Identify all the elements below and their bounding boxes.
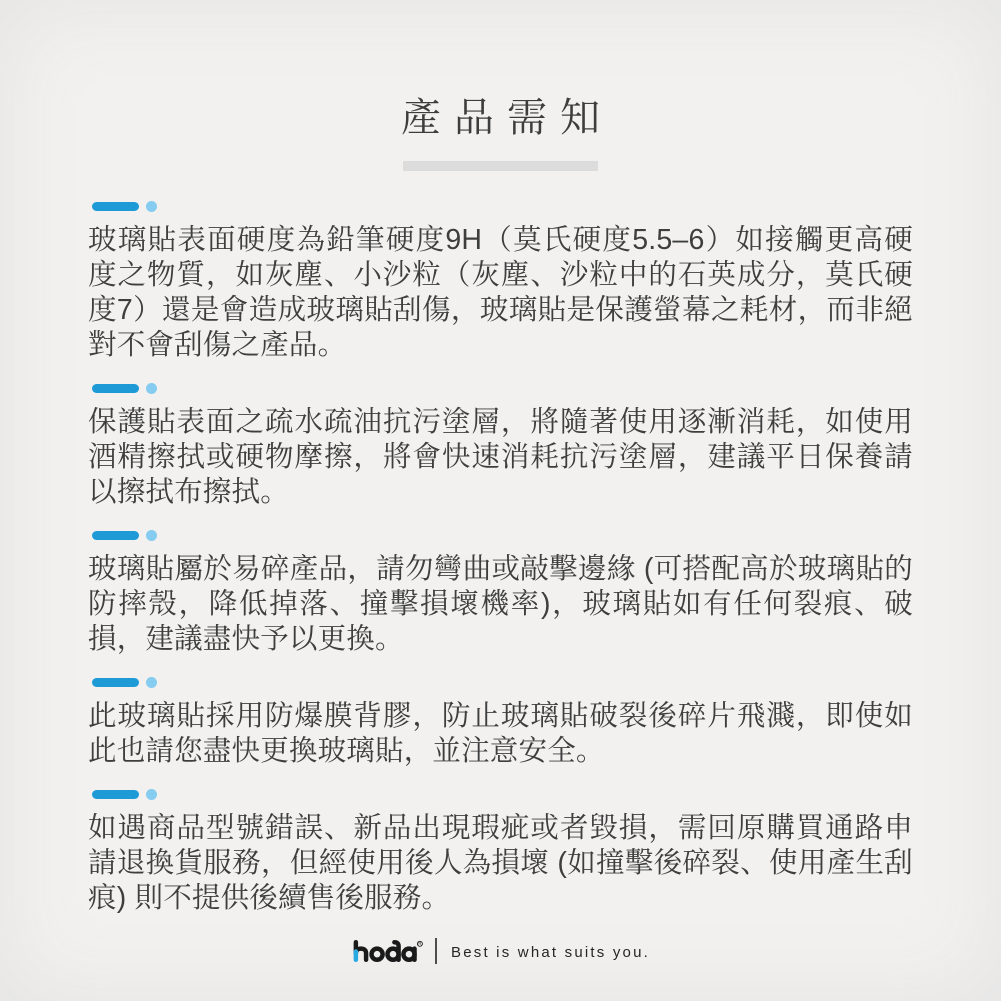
notice-item-3	[88, 530, 913, 657]
bullet-bar-icon	[92, 202, 139, 211]
notice-text: 玻璃貼屬於易碎產品，請勿彎曲或敲擊邊緣 (可搭配高於玻璃貼的防摔殼，降低掉落、撞擊損壞機率)，玻璃貼如有任何裂痕、破損，建議盡快予以更換。	[88, 553, 913, 655]
bullet-dot-icon	[146, 677, 157, 688]
bullet-marker	[92, 383, 913, 393]
brand-tagline: Best is what suits you.	[451, 943, 650, 961]
bullet-bar-icon	[92, 790, 139, 799]
notice-item-1	[88, 201, 913, 363]
notice-item-2	[88, 383, 913, 510]
hoda-logo	[351, 939, 423, 963]
footer	[0, 938, 1001, 964]
bullet-marker	[92, 530, 913, 540]
notice-text: 此玻璃貼採用防爆膜背膠，防止玻璃貼破裂後碎片飛濺，即使如此也請您盡快更換玻璃貼，並注意安全。	[88, 700, 913, 767]
page-title: 產品需知	[401, 96, 613, 140]
bullet-dot-icon	[146, 383, 157, 394]
registered-mark: R	[418, 941, 422, 947]
bullet-bar-icon	[92, 531, 139, 540]
hoda-logo-icon	[351, 939, 423, 963]
notice-text: 保護貼表面之疏水疏油抗污塗層，將隨著使用逐漸消耗，如使用酒精擦拭或硬物摩擦，將會快速消耗抗污塗層，建議平日保養請以擦拭布擦拭。	[88, 406, 913, 508]
bullet-marker	[92, 789, 913, 799]
notice-item-4	[88, 677, 913, 769]
bullet-marker	[92, 677, 913, 687]
bullet-marker	[92, 201, 913, 211]
notice-text: 如遇商品型號錯誤、新品出現瑕疵或者毀損，需回原購買通路申請退換貨服務，但經使用後人為損壞 (如撞擊後碎裂、使用產生刮痕) 則不提供後續售後服務。	[88, 812, 913, 914]
bullet-dot-icon	[146, 201, 157, 212]
bullet-bar-icon	[92, 384, 139, 393]
notice-list	[88, 201, 913, 916]
footer-divider	[435, 938, 437, 964]
bullet-dot-icon	[146, 789, 157, 800]
notice-item-5	[88, 789, 913, 916]
bullet-bar-icon	[92, 678, 139, 687]
title-underline	[403, 161, 598, 171]
header	[88, 96, 913, 171]
notice-text: 玻璃貼表面硬度為鉛筆硬度9H（莫氏硬度5.5–6）如接觸更高硬度之物質，如灰塵、小沙粒（灰塵、沙粒中的石英成分，莫氏硬度7）還是會造成玻璃貼刮傷，玻璃貼是保護螢幕之耗材，而非絕對不會刮傷之產品。	[88, 224, 913, 361]
bullet-dot-icon	[146, 530, 157, 541]
